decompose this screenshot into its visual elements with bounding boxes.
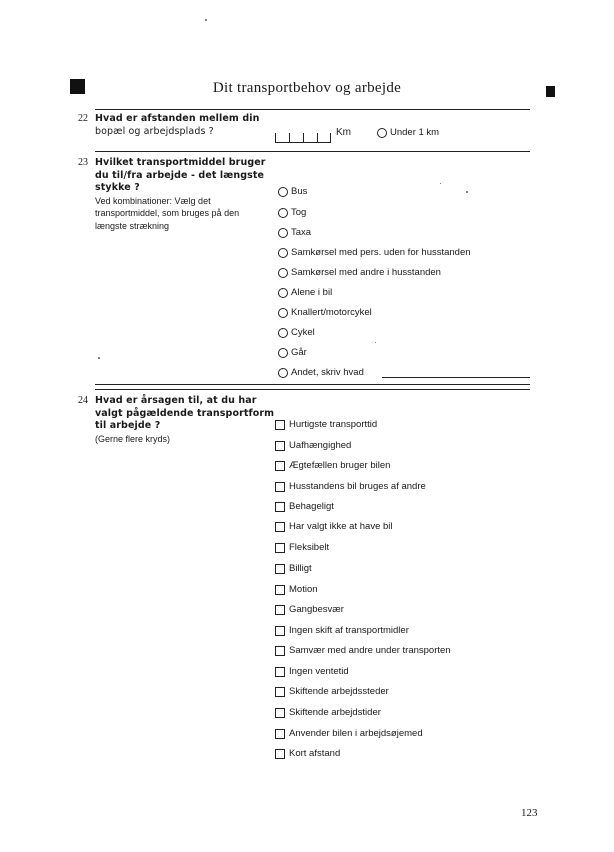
radio-icon[interactable] (278, 308, 288, 318)
question-24-line3: til arbejde ? (95, 420, 161, 431)
checkbox-icon[interactable] (275, 729, 285, 739)
reason-option[interactable] (275, 666, 349, 677)
km-input[interactable] (275, 133, 331, 143)
option-label: Gangbesvær (289, 604, 344, 615)
option-label: Bus (291, 186, 308, 197)
reason-option[interactable] (275, 707, 381, 718)
question-24-line1: Hvad er årsagen til, at du har (95, 395, 257, 406)
option-label: Uafhængighed (289, 440, 352, 451)
option-label: Ægtefællen bruger bilen (289, 460, 391, 471)
checkbox-icon[interactable] (275, 543, 285, 553)
checkbox-icon[interactable] (275, 667, 285, 677)
reason-option[interactable] (275, 728, 423, 739)
question-number: 24 (78, 395, 88, 406)
question-23-note-2: transportmiddel, som bruges på den (95, 208, 240, 218)
transport-option-other[interactable] (278, 367, 364, 378)
option-label: Fleksibelt (289, 542, 330, 553)
reason-option[interactable] (275, 563, 312, 574)
option-label: Motion (289, 584, 318, 595)
reason-option[interactable] (275, 604, 344, 615)
question-23-line1: Hvilket transportmiddel bruger (95, 157, 266, 168)
question-23-note-3: længste strækning (95, 220, 170, 231)
option-label: Hurtigste transporttid (289, 419, 378, 430)
option-label: Under 1 km (390, 127, 440, 138)
reason-option[interactable] (275, 686, 389, 697)
transport-option-train[interactable] (278, 207, 306, 218)
question-24-note: (Gerne flere kryds) (95, 433, 171, 444)
transport-option-bicycle[interactable] (278, 327, 315, 338)
option-label: Har valgt ikke at have bil (289, 521, 393, 532)
question-23-note-1: Ved kombinationer: Vælg det (95, 195, 211, 206)
reason-option[interactable] (275, 460, 390, 471)
checkbox-icon[interactable] (275, 626, 285, 636)
checkbox-icon[interactable] (275, 420, 285, 430)
question-23-line3: stykke ? (95, 182, 140, 193)
radio-icon[interactable] (278, 208, 288, 218)
radio-icon[interactable] (278, 368, 288, 378)
option-label: Samkørsel med andre i husstanden (291, 267, 441, 278)
other-write-in-line[interactable] (382, 377, 530, 378)
option-label: Andet, skriv hvad (291, 367, 364, 378)
under-1km-option[interactable] (377, 127, 439, 138)
radio-icon[interactable] (278, 348, 288, 358)
divider (95, 151, 530, 152)
option-label: Taxa (291, 227, 312, 238)
question-number: 23 (78, 157, 88, 168)
speck (205, 19, 207, 21)
checkbox-icon[interactable] (275, 522, 285, 532)
option-label: Behageligt (289, 501, 334, 512)
radio-icon[interactable] (278, 268, 288, 278)
reason-option[interactable] (275, 481, 426, 492)
transport-option-alone-car[interactable] (278, 287, 332, 298)
radio-icon[interactable] (278, 187, 288, 197)
checkbox-icon[interactable] (275, 585, 285, 595)
transport-option-bus[interactable] (278, 186, 307, 197)
option-label: Samkørsel med pers. uden for husstanden (291, 247, 471, 258)
page-title: Dit transportbehov og arbejde (212, 80, 402, 96)
question-22-line2: bopæl og arbejdsplads ? (95, 125, 214, 137)
checkbox-icon[interactable] (275, 482, 285, 492)
reason-option[interactable] (275, 501, 334, 512)
radio-icon[interactable] (278, 328, 288, 338)
transport-option-carpool-household[interactable] (278, 267, 441, 278)
speck (375, 342, 376, 343)
option-label: Kort afstand (289, 748, 341, 759)
radio-icon[interactable] (278, 248, 288, 258)
question-24 (95, 395, 274, 445)
transport-option-carpool-outside[interactable] (278, 247, 471, 258)
option-label: Ingen ventetid (289, 666, 349, 677)
option-label: Ingen skift af transportmidler (289, 625, 409, 636)
transport-option-walk[interactable] (278, 347, 307, 358)
option-label: Cykel (291, 327, 315, 338)
reason-option[interactable] (275, 542, 329, 553)
checkbox-icon[interactable] (275, 461, 285, 471)
option-label: Anvender bilen i arbejdsøjemed (289, 728, 423, 739)
checkbox-icon[interactable] (275, 564, 285, 574)
divider (95, 109, 530, 110)
question-24-line2: valgt pågældende transportform (95, 407, 275, 419)
option-label: Husstandens bil bruges af andre (289, 481, 426, 492)
transport-option-moped[interactable] (278, 307, 372, 318)
checkbox-icon[interactable] (275, 605, 285, 615)
km-digit-4[interactable] (317, 133, 331, 143)
question-22-line1: Hvad er afstanden mellem din (95, 113, 260, 124)
speck (466, 191, 468, 193)
checkbox-icon[interactable] (275, 502, 285, 512)
checkbox-icon[interactable] (275, 708, 285, 718)
reason-option[interactable] (275, 625, 409, 636)
checkbox-icon[interactable] (275, 749, 285, 759)
option-label: Alene i bil (291, 287, 333, 298)
option-label: Går (291, 347, 307, 358)
speck (98, 357, 100, 359)
km-digit-3[interactable] (303, 133, 317, 143)
question-23-line2: du til/fra arbejde - det længste (95, 169, 265, 181)
question-23 (95, 157, 266, 232)
option-label: Tog (291, 207, 307, 218)
checkbox-icon[interactable] (275, 646, 285, 656)
reason-option[interactable] (275, 748, 340, 759)
reason-option[interactable] (275, 419, 377, 430)
option-label: Knallert/motorcykel (291, 307, 372, 318)
reason-option[interactable] (275, 584, 318, 595)
radio-icon[interactable] (377, 128, 387, 138)
km-digit-2[interactable] (289, 133, 303, 143)
option-label: Samvær med andre under transporten (289, 645, 451, 656)
option-label: Skiftende arbejdssteder (289, 686, 389, 697)
checkbox-icon[interactable] (275, 441, 285, 451)
radio-icon[interactable] (278, 288, 288, 298)
divider (95, 384, 530, 385)
km-label: Km (336, 127, 351, 138)
question-22 (95, 113, 259, 138)
checkbox-icon[interactable] (275, 687, 285, 697)
reason-option[interactable] (275, 645, 451, 656)
transport-option-taxi[interactable] (278, 227, 311, 238)
question-number: 22 (78, 113, 88, 124)
divider (95, 389, 530, 390)
reason-option[interactable] (275, 440, 351, 451)
speck (440, 183, 441, 184)
km-digit-1[interactable] (275, 133, 289, 143)
option-label: Billigt (289, 563, 312, 574)
radio-icon[interactable] (278, 228, 288, 238)
option-label: Skiftende arbejdstider (289, 707, 381, 718)
page-number: 123 (521, 807, 538, 819)
reason-option[interactable] (275, 521, 393, 532)
